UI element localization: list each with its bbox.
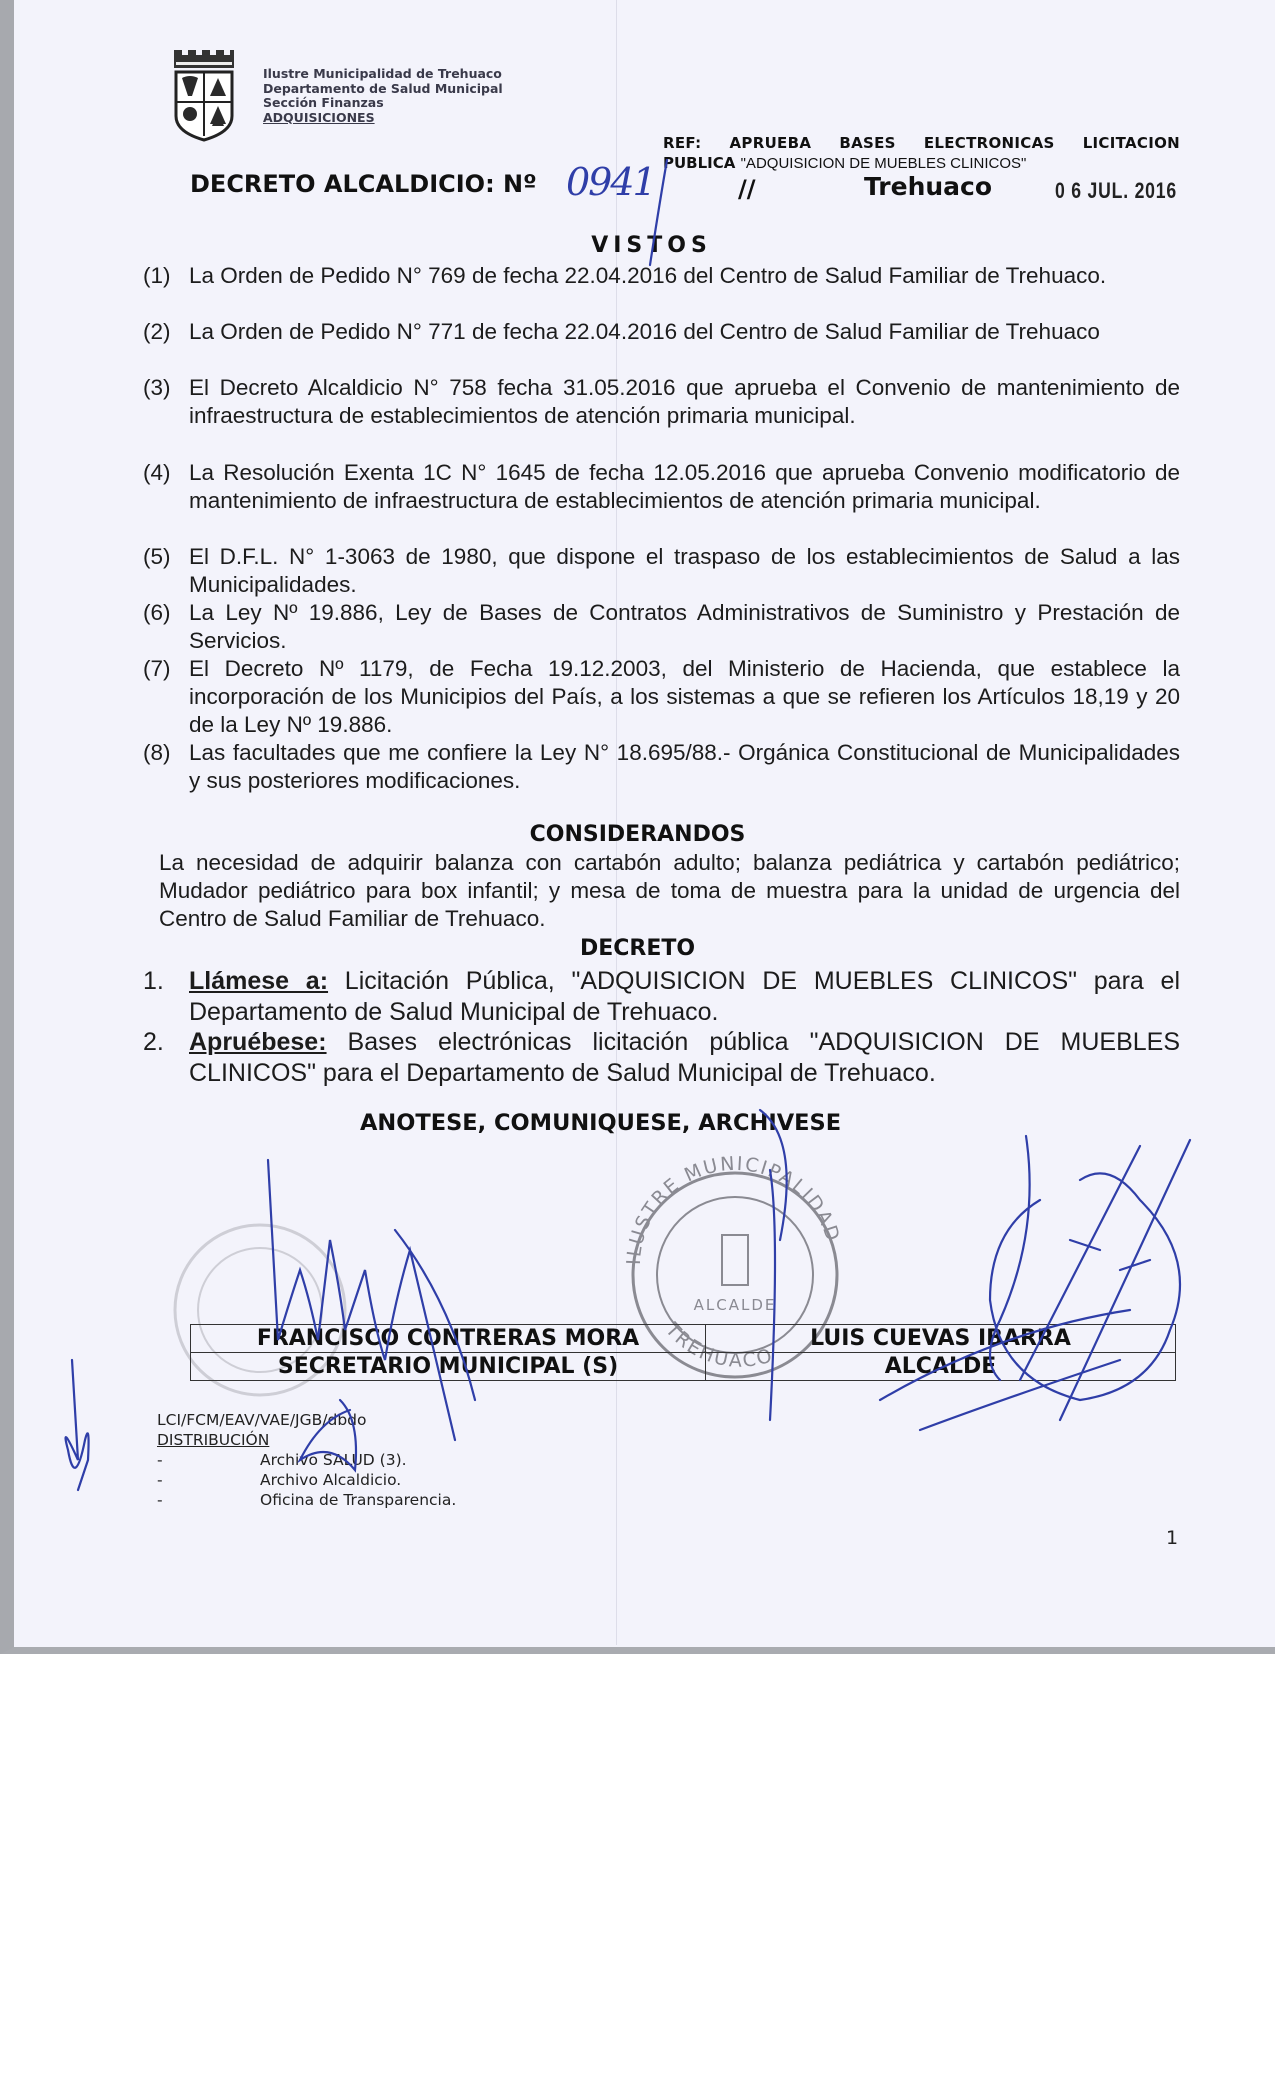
- article-number: 1.: [143, 967, 164, 995]
- distribution-item: - Oficina de Transparencia.: [157, 1491, 457, 1509]
- handwritten-decree-number: 0941: [566, 160, 655, 204]
- separator: //: [738, 175, 756, 203]
- visto-item: [143, 262, 1180, 290]
- decree-article: [143, 966, 1180, 1028]
- visto-text: La Resolución Exenta 1C N° 1645 de fecha 12.05.2016 que aprueba Convenio modificatorio de mantenimiento de infraestructura de establecimientos de atención primaria municipal.: [189, 460, 1180, 513]
- visto-number: (1): [143, 263, 171, 288]
- visto-number: (3): [143, 375, 171, 400]
- article-lead: Llámese a:: [189, 967, 329, 995]
- secretary-name: FRANCISCO CONTRERAS MORA: [191, 1325, 706, 1353]
- ref-tender-title: "ADQUISICION DE MUEBLES CLINICOS": [740, 155, 1027, 172]
- section-name: Sección Finanzas: [263, 95, 384, 110]
- department-name: Departamento de Salud Municipal: [263, 80, 503, 96]
- distribution-footer: [157, 1410, 456, 1510]
- mayor-name: LUIS CUEVAS IBARRA: [706, 1325, 1176, 1353]
- ref-word: APRUEBA: [729, 134, 812, 152]
- decree-article: [143, 1027, 1180, 1089]
- stamp-center-text: ALCALDE: [693, 1296, 777, 1314]
- ref-label: REF:: [663, 134, 702, 152]
- visto-item: [143, 543, 1180, 599]
- visto-item: [143, 655, 1180, 739]
- visto-text: El Decreto Nº 1179, de Fecha 19.12.2003, del Ministerio de Hacienda, que establece la incorporación de los Municipios del País, a los sistemas a que se refieren los Artículos 18,19 y 20 de la Ley Nº 19.886.: [189, 656, 1180, 737]
- visto-text: La Ley Nº 19.886, Ley de Bases de Contratos Administrativos de Suministro y Prestación de Servicios.: [189, 600, 1180, 653]
- article-text: Bases electrónicas licitación pública "ADQUISICION DE MUEBLES CLINICOS" para el Departamento de Salud Municipal de Trehuaco.: [189, 1028, 1180, 1087]
- visto-number: (5): [143, 544, 171, 569]
- ref-line2-bold: PUBLICA: [663, 154, 736, 172]
- visto-item: [143, 374, 1180, 430]
- article-text: Licitación Pública, "ADQUISICION DE MUEBLES CLINICOS" para el Departamento de Salud Municipal de Trehuaco.: [189, 967, 1180, 1026]
- mayor-title: ALCALDE: [706, 1353, 1176, 1381]
- considerandos-text: La necesidad de adquirir balanza con cartabón adulto; balanza pediátrica y cartabón pediátrico; Mudador pediátrico para box infantil; y mesa de toma de muestra para la unidad de urgencia del Centro de Salud Familiar de Trehuaco.: [159, 850, 1180, 931]
- visto-text: La Orden de Pedido N° 771 de fecha 22.04.2016 del Centro de Salud Familiar de Trehuaco: [189, 319, 1100, 344]
- article-number: 2.: [143, 1028, 164, 1056]
- ref-word: ELECTRONICAS: [923, 134, 1055, 152]
- institution-header: [263, 67, 503, 125]
- distribution-item: - Archivo SALUD (3).: [157, 1451, 407, 1469]
- visto-text: La Orden de Pedido N° 769 de fecha 22.04.2016 del Centro de Salud Familiar de Trehuaco.: [189, 263, 1107, 288]
- vistos-heading: VISTOS: [591, 233, 712, 258]
- unit-name: ADQUISICIONES: [263, 109, 375, 125]
- ref-word: BASES: [839, 134, 896, 152]
- signature-table: [190, 1324, 1176, 1381]
- distribution-item: - Archivo Alcaldicio.: [157, 1471, 402, 1489]
- date-stamp: 0 6 JUL. 2016: [1055, 178, 1177, 203]
- article-lead: Apruébese:: [189, 1028, 327, 1056]
- visto-number: (4): [143, 460, 171, 485]
- considerandos-heading: CONSIDERANDOS: [529, 822, 746, 847]
- decreto-heading: DECRETO: [579, 936, 696, 961]
- closing-formula: ANOTESE, COMUNIQUESE, ARCHIVESE: [360, 1110, 842, 1136]
- secretary-title: SECRETARIO MUNICIPAL (S): [191, 1353, 706, 1381]
- visto-number: (8): [143, 740, 171, 765]
- page-number: 1: [1166, 1527, 1179, 1549]
- stamp-top-text: ILUSTRE MUNICIPALIDAD: [622, 1152, 845, 1266]
- ref-word: LICITACION: [1082, 134, 1180, 152]
- visto-text: Las facultades que me confiere la Ley N° 18.695/88.- Orgánica Constitucional de Municipalidades y sus posteriores modificaciones.: [189, 740, 1180, 793]
- visto-item: [143, 599, 1180, 655]
- municipal-crest-logo: [168, 46, 240, 142]
- institution-name: Ilustre Municipalidad de Trehuaco: [263, 66, 502, 81]
- reference-block: [663, 133, 1180, 174]
- initials-line: LCI/FCM/EAV/VAE/JGB/dbdo: [157, 1411, 367, 1429]
- distribution-label: DISTRIBUCIÓN: [157, 1431, 270, 1449]
- visto-item: [143, 318, 1180, 346]
- visto-item: [143, 459, 1180, 515]
- visto-item: [143, 739, 1180, 795]
- visto-number: (7): [143, 656, 171, 681]
- stamp-bottom-text: TREHUACO: [661, 1318, 777, 1372]
- visto-text: El Decreto Alcaldicio N° 758 fecha 31.05.2016 que aprueba el Convenio de mantenimiento de infraestructura de establecimientos de atención primaria municipal.: [189, 375, 1180, 428]
- decree-label: DECRETO ALCALDICIO: Nº: [190, 170, 537, 198]
- city-name: Trehuaco: [864, 172, 993, 201]
- visto-number: (6): [143, 600, 171, 625]
- visto-text: El D.F.L. N° 1-3063 de 1980, que dispone el traspaso de los establecimientos de Salud a las Municipalidades.: [189, 544, 1180, 597]
- visto-number: (2): [143, 319, 171, 344]
